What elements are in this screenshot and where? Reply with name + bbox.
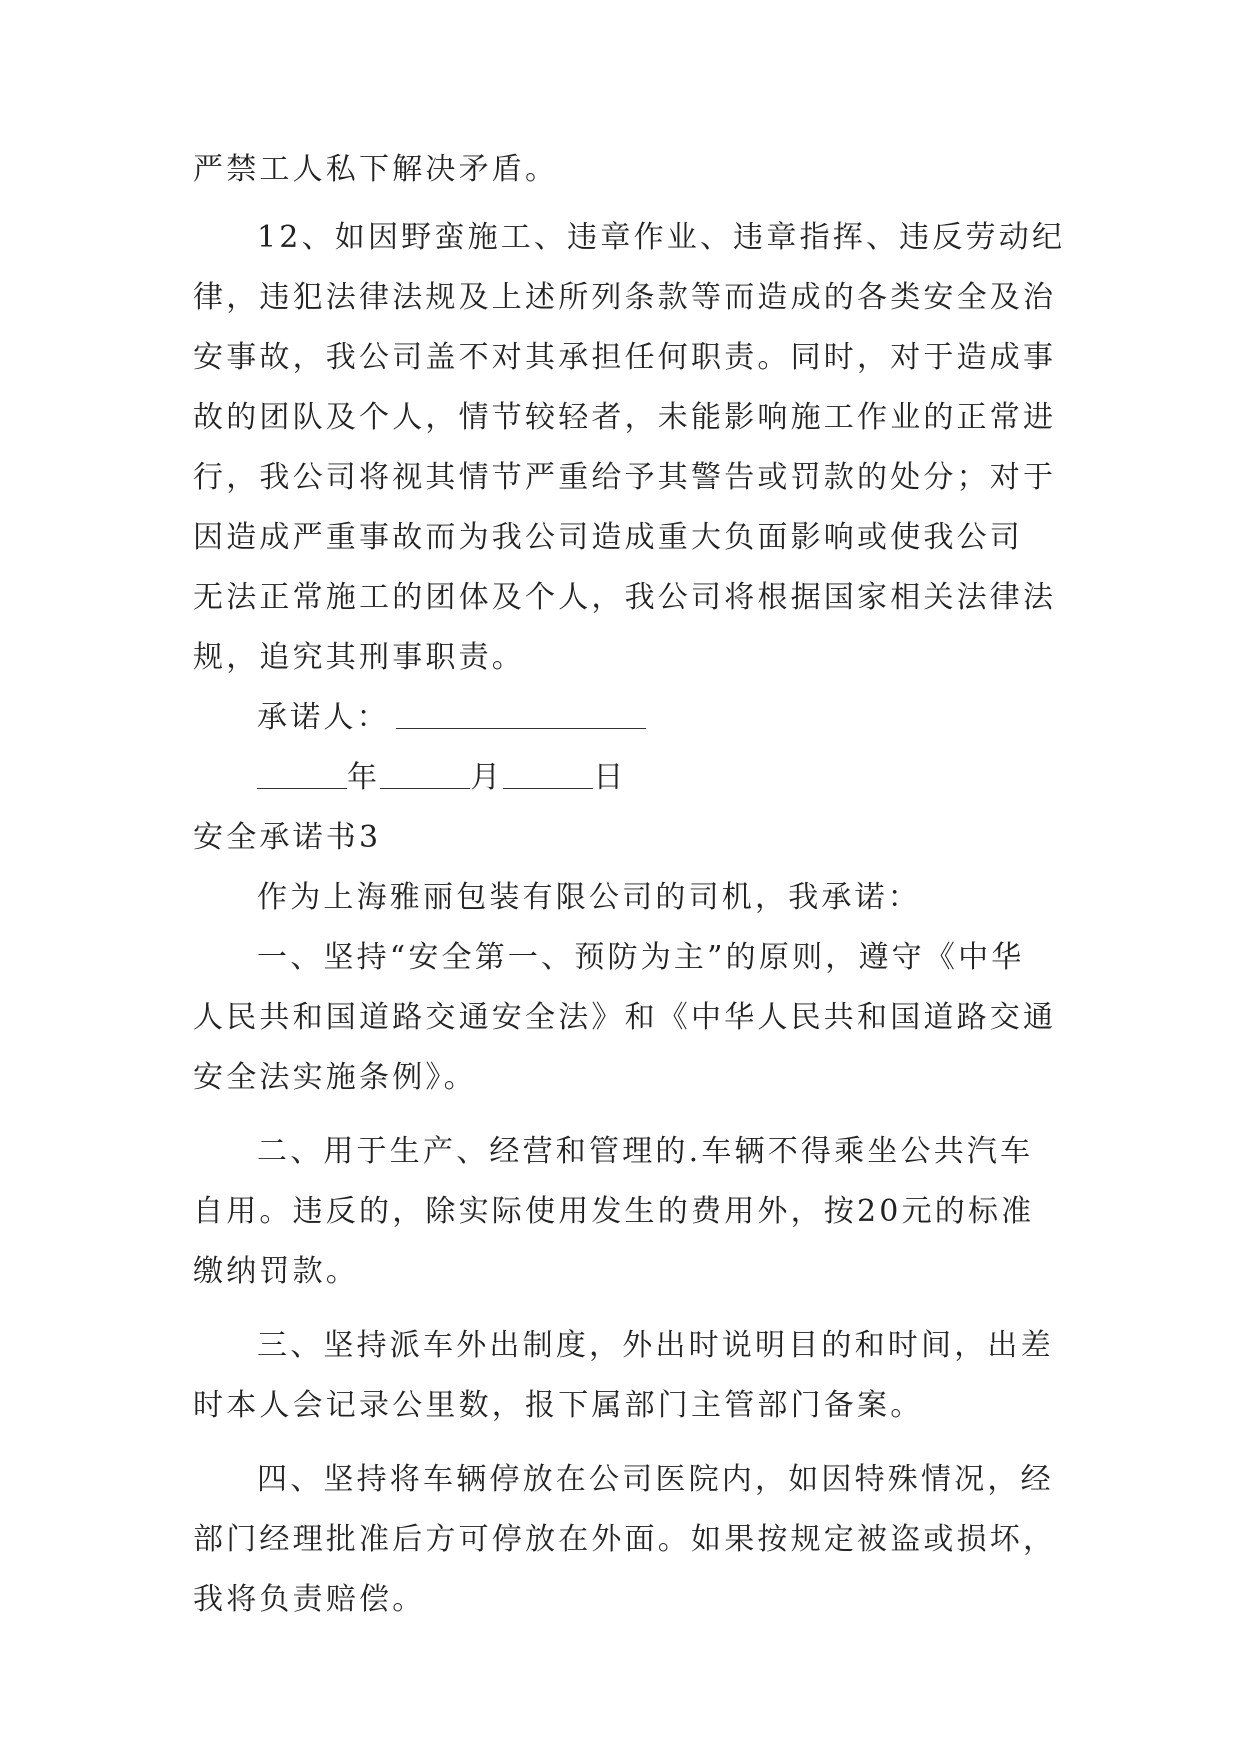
- paragraph-line: 行，我公司将视其情节严重给予其警告或罚款的处分；对于: [193, 460, 1057, 495]
- item-1-line: 人民共和国道路交通安全法》和《中华人民共和国道路交通: [193, 1000, 1057, 1035]
- paragraph-line: 安事故，我公司盖不对其承担任何职责。同时，对于造成事: [193, 340, 1057, 375]
- month-blank: [380, 758, 470, 789]
- day-blank: [503, 758, 593, 789]
- paragraph-line: 因造成严重事故而为我公司造成重大负面影响或使我公司: [193, 520, 1023, 555]
- item-3-line: 三、坚持派车外出制度，外出时说明目的和时间，出差: [257, 1328, 1054, 1363]
- item-1-line: 一、坚持“安全第一、预防为主”的原则，遵守《中华: [257, 940, 1025, 975]
- signature-line: [193, 688, 1055, 748]
- item-4-line: 四、坚持将车辆停放在公司医院内，如因特殊情况，经: [257, 1462, 1054, 1497]
- paragraph-line: 12、如因野蛮施工、违章作业、违章指挥、违反劳动纪: [257, 220, 1066, 255]
- signature-blank: [396, 698, 646, 729]
- item-1-line: 安全法实施条例》。: [193, 1060, 477, 1095]
- month-label: 月: [470, 760, 504, 795]
- signature-label: 承诺人：: [257, 700, 390, 735]
- section-title: 安全承诺书3: [193, 820, 382, 855]
- item-4-line: 部门经理批准后方可停放在外面。如果按规定被盗或损坏，: [193, 1522, 1057, 1557]
- item-2-line: 缴纳罚款。: [193, 1254, 359, 1289]
- date-line: [193, 748, 1055, 808]
- paragraph-line: 严禁工人私下解决矛盾。: [193, 152, 559, 187]
- item-4-line: 我将负责赔偿。: [193, 1582, 426, 1617]
- paragraph-line: 故的团队及个人，情节较轻者，未能影响施工作业的正常进: [193, 400, 1057, 435]
- paragraph-line: 规，追究其刑事职责。: [193, 640, 525, 675]
- year-label: 年: [347, 760, 381, 795]
- year-blank: [257, 758, 347, 789]
- document-page: [193, 140, 1066, 1630]
- item-2-line: 自用。违反的，除实际使用发生的费用外，按20元的标准: [193, 1194, 1035, 1229]
- paragraph-line: 律，违犯法律法规及上述所列条款等而造成的各类安全及治: [193, 280, 1057, 315]
- item-3-line: 时本人会记录公里数，报下属部门主管部门备案。: [193, 1388, 924, 1423]
- intro-line: 作为上海雅丽包装有限公司的司机，我承诺：: [257, 880, 921, 915]
- paragraph-line: 无法正常施工的团体及个人，我公司将根据国家相关法律法: [193, 580, 1057, 615]
- item-2-line: 二、用于生产、经营和管理的.车辆不得乘坐公共汽车: [257, 1134, 1034, 1169]
- day-label: 日: [593, 760, 627, 795]
